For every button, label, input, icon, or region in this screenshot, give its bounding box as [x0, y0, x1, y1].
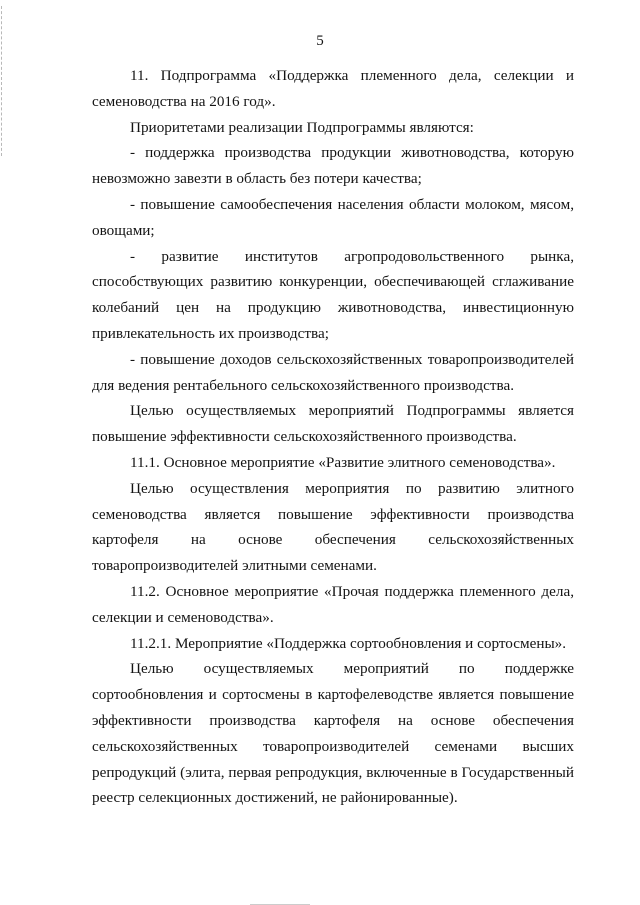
paragraph-measure-11-1-goal: Целью осуществления мероприятия по развитию элитного семеноводства является повышение эффективности производства картофеля на основе обеспечения сельскохозяйственных товаропроизводителей элитными семенами.	[92, 479, 574, 575]
document-body	[92, 63, 574, 811]
paragraph-priority-market: - развитие институтов агропродовольственного рынка, способствующих развитию конкуренции, обеспечивающей сглаживание колебаний цен на продукцию животноводства, инвестиционную привлекательность их производства;	[92, 247, 574, 342]
scan-edge-mark	[1, 6, 3, 156]
paragraph-priority-self-sufficiency: - повышение самообеспечения населения области молоком, мясом, овощами;	[92, 195, 574, 239]
paragraph-measure-11-2-1-title: 11.2.1. Мероприятие «Поддержка сортообновления и сортосмены».	[130, 634, 567, 652]
page-number: 5	[316, 33, 324, 49]
paragraph-subprogram-title: 11. Подпрограмма «Поддержка племенного дела, селекции и семеноводства на 2016 год».	[92, 67, 574, 110]
paragraph-goal: Целью осуществляемых мероприятий Подпрограммы является повышение эффективности сельскохозяйственного производства.	[92, 402, 574, 446]
paragraph-priority-income: - повышение доходов сельскохозяйственных товаропроизводителей для ведения рентабельного сельскохозяйственного производства.	[92, 350, 574, 394]
paragraph-measure-11-1-title: 11.1. Основное мероприятие «Развитие элитного семеноводства».	[130, 453, 556, 471]
paragraph-priorities-intro: Приоритетами реализации Подпрограммы являются:	[130, 118, 474, 136]
paragraph-measure-11-2-1-goal: Целью осуществляемых мероприятий по поддержке сортообновления и сортосмены в картофелеводстве является повышение эффективности производства картофеля на основе обеспечения сельскохозяйственных товаропроизводителей семенами высших репродукций (элита, первая репродукция, включенные в Государственный реестр селекционных достижений, не районированные).	[92, 660, 574, 807]
paragraph-priority-livestock: - поддержка производства продукции животноводства, которую невозможно завезти в область без потери качества;	[92, 144, 574, 188]
paragraph-measure-11-2-title: 11.2. Основное мероприятие «Прочая поддержка племенного дела, селекции и семеноводства».	[92, 582, 574, 626]
